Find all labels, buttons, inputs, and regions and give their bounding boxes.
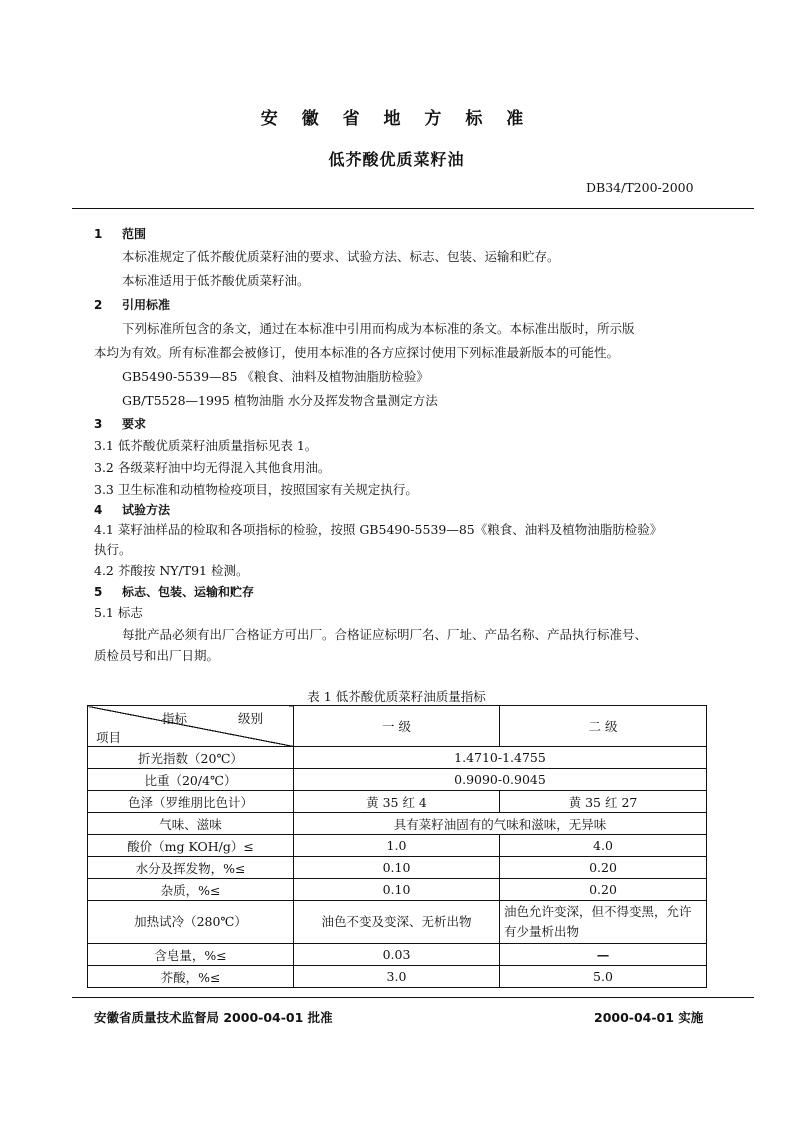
section-heading-3: 3 要求	[94, 417, 147, 431]
clause: 5.1 标志	[94, 605, 143, 620]
grade2-value: 5.0	[500, 966, 707, 988]
paragraph: 本标准规定了低芥酸优质菜籽油的要求、试验方法、标志、包装、运输和贮存。	[122, 249, 560, 264]
section-heading-1: 1 范围	[94, 227, 147, 241]
table-row	[88, 901, 707, 944]
table-caption: 表 1 低芥酸优质菜籽油质量指标	[307, 689, 486, 704]
grade2-value: 油色允许变深，但不得变黑，允许有少量析出物	[500, 901, 707, 944]
table-row	[88, 747, 707, 769]
standard-code: DB34/T200-2000	[586, 180, 694, 195]
org-title: 安 徽 省 地 方 标 准	[260, 109, 533, 129]
grade2-value: 黄 35 红 27	[500, 791, 707, 813]
grade1-value: 0.03	[294, 944, 500, 966]
section-heading-5: 5 标志、包装、运输和贮存	[94, 585, 255, 599]
paragraph: 下列标准所包含的条文，通过在本标准中引用而构成为本标准的条文。本标准出版时，所示版	[122, 321, 635, 336]
value-cell-merged: 1.4710-1.4755	[294, 747, 707, 769]
paragraph: 每批产品必须有出厂合格证方可出厂。合格证应标明厂名、厂址、产品名称、产品执行标准号、	[122, 627, 648, 642]
corner-indicator-label: 指标	[162, 711, 188, 726]
clause: 3.1 低芥酸优质菜籽油质量指标见表 1。	[94, 438, 318, 453]
grade2-header: 二 级	[500, 706, 707, 747]
clause-continued: 执行。	[94, 542, 132, 557]
grade1-value: 0.10	[294, 857, 500, 879]
grade1-value: 0.10	[294, 879, 500, 901]
item-cell: 含皂量，%≤	[88, 944, 294, 966]
doc-title: 低芥酸优质菜籽油	[328, 150, 465, 169]
grade1-value: 黄 35 红 4	[294, 791, 500, 813]
section-heading-4: 4 试验方法	[94, 503, 171, 517]
grade1-value: 3.0	[294, 966, 500, 988]
table-row	[88, 966, 707, 988]
item-cell: 杂质，%≤	[88, 879, 294, 901]
corner-grade-label: 级别	[238, 711, 264, 726]
table-row	[88, 791, 707, 813]
grade1-value: 1.0	[294, 835, 500, 857]
item-cell: 折光指数（20℃）	[88, 747, 294, 769]
approval-line: 安徽省质量技术监督局 2000-04-01 批准	[94, 1010, 333, 1025]
table-row	[88, 835, 707, 857]
item-cell: 色泽（罗维朋比色计）	[88, 791, 294, 813]
corner-cell	[88, 706, 294, 747]
table-row	[88, 879, 707, 901]
item-cell: 气味、滋味	[88, 813, 294, 835]
value-cell-merged: 具有菜籽油固有的气味和滋味，无异味	[294, 813, 707, 835]
grade2-value: 4.0	[500, 835, 707, 857]
clause: 3.3 卫生标准和动植物检疫项目，按照国家有关规定执行。	[94, 482, 418, 497]
effective-date: 2000-04-01 实施	[594, 1010, 704, 1025]
grade2-value: —	[500, 944, 707, 966]
reference-item: GB5490-5539—85 《粮食、油料及植物油脂肪检验》	[122, 369, 429, 384]
item-cell: 加热试冷（280℃）	[88, 901, 294, 944]
item-cell: 比重（20/4℃）	[88, 769, 294, 791]
paragraph: 质检员号和出厂日期。	[94, 648, 220, 663]
header-divider	[72, 208, 754, 209]
table-row	[88, 769, 707, 791]
grade2-value: 0.20	[500, 857, 707, 879]
table-row	[88, 857, 707, 879]
table-row	[88, 813, 707, 835]
item-cell: 水分及挥发物，%≤	[88, 857, 294, 879]
table-row	[88, 944, 707, 966]
grade1-value: 油色不变及变深、无析出物	[294, 901, 500, 944]
table-header-row	[88, 706, 707, 747]
clause: 4.2 芥酸按 NY/T91 检测。	[94, 563, 249, 578]
reference-item: GB/T5528—1995 植物油脂 水分及挥发物含量测定方法	[122, 393, 438, 408]
clause: 4.1 菜籽油样品的检取和各项指标的检验，按照 GB5490-5539—85《粮食、油料及植物油脂肪检验》	[94, 522, 663, 537]
footer-divider	[72, 997, 754, 998]
grade2-value: 0.20	[500, 879, 707, 901]
grade1-header: 一 级	[294, 706, 500, 747]
section-heading-2: 2 引用标准	[94, 298, 171, 312]
value-cell-merged: 0.9090-0.9045	[294, 769, 707, 791]
item-cell: 酸价（mg KOH/g）≤	[88, 835, 294, 857]
quality-spec-table	[87, 705, 707, 988]
item-cell: 芥酸，%≤	[88, 966, 294, 988]
corner-item-label: 项目	[96, 730, 122, 745]
paragraph: 本标准适用于低芥酸优质菜籽油。	[122, 273, 310, 288]
clause: 3.2 各级菜籽油中均无得混入其他食用油。	[94, 460, 331, 475]
paragraph: 本均为有效。所有标准都会被修订，使用本标准的各方应探讨使用下列标准最新版本的可能性。	[94, 345, 620, 360]
